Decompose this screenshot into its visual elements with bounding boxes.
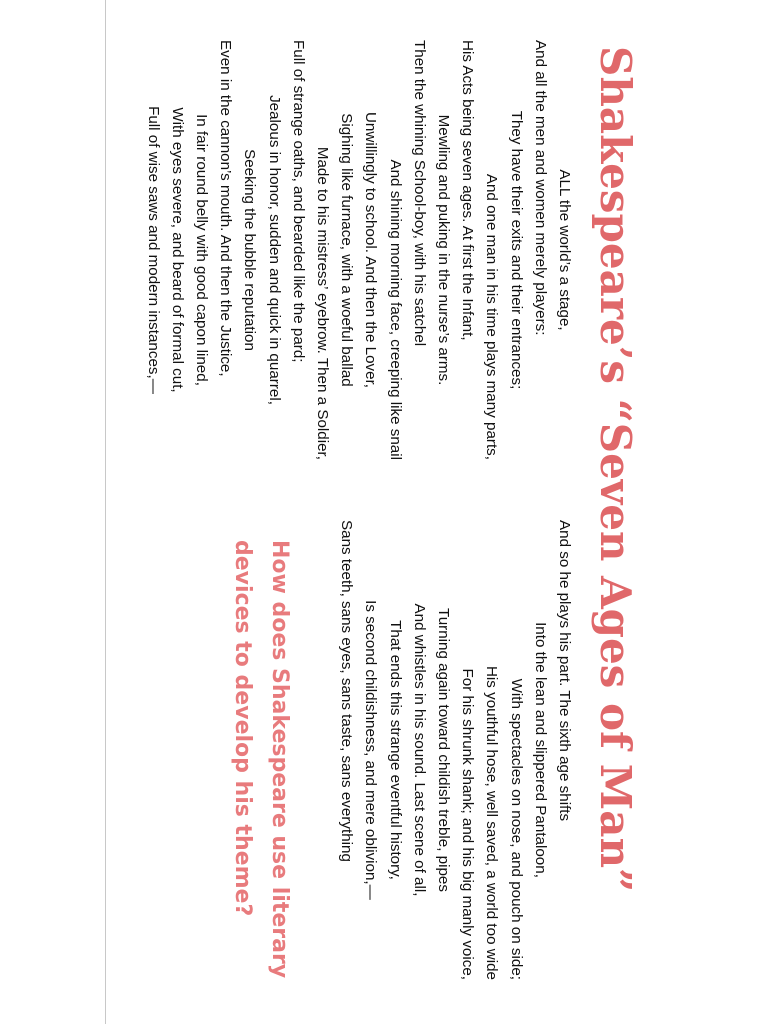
poem-line: And one man in his time plays many parts, — [483, 173, 501, 460]
poem-line: With spectacles on nose, and pouch on side; — [507, 678, 525, 980]
poem-line: Into the lean and slippered Pantaloon, — [531, 622, 549, 878]
poem-line: Sighing like furnace, with a woeful ballad — [338, 113, 356, 387]
poem-line: Mewling and puking in the nurse’s arms. — [434, 114, 452, 386]
poem-line: Sans teeth, sans eyes, sans taste, sans everything — [338, 520, 356, 862]
poem-line: His youthful hose, well saved, a world too wide — [483, 665, 501, 980]
poem-line: Turning again toward childish treble, pipes — [434, 608, 452, 892]
poem-line: In fair round belly with good capon lined, — [192, 114, 210, 386]
bottom-divider — [105, 0, 106, 1024]
poem-line: Is second childishness, and mere oblivion,— — [362, 600, 380, 900]
poem-line: They have their exits and their entrances; — [507, 110, 525, 390]
poem-line: Then the whining School-boy, with his satchel — [410, 40, 428, 347]
poem-line: That ends this strange eventful history, — [386, 620, 404, 880]
poem-text-right — [334, 520, 576, 980]
discussion-question: How does Shakespeare use literary devices to develop his theme? — [230, 540, 292, 979]
poem-line: And all the men and women merely players: — [531, 40, 549, 336]
poem-line: And so he plays his part. The sixth age shifts — [556, 520, 573, 822]
poem-line: And shining morning face, creeping like snail — [386, 159, 404, 460]
poem-line: Full of wise saws and modern instances,— — [144, 106, 162, 394]
poem-line: Seeking the bubble reputation — [241, 149, 259, 351]
poem-line: Unwillingly to school. And then the Lover, — [362, 111, 380, 389]
poem-line: Full of strange oaths, and bearded like the pard; — [289, 40, 307, 363]
poem-line: His Acts being seven ages. At first the Infant, — [459, 40, 477, 341]
page-title: Shakespeare’s “Seven Ages of Man” — [591, 46, 640, 893]
poem-line: Made to his mistress’ eyebrow. Then a Soldier, — [313, 146, 331, 460]
poem-line: Even in the cannon’s mouth. And then the Justice, — [217, 40, 235, 377]
poem-text-left — [140, 40, 576, 460]
poem-line: Jealous in honor, sudden and quick in quarrel, — [265, 95, 283, 405]
poem-line: With eyes severe, and beard of formal cut, — [168, 107, 186, 393]
poem-line: ALL the world’s a stage, — [556, 169, 573, 331]
poem-line: For his shrunk shank; and his big manly voice, — [459, 668, 477, 980]
poem-line: And whistles in his sound. Last scene of all, — [410, 603, 428, 897]
